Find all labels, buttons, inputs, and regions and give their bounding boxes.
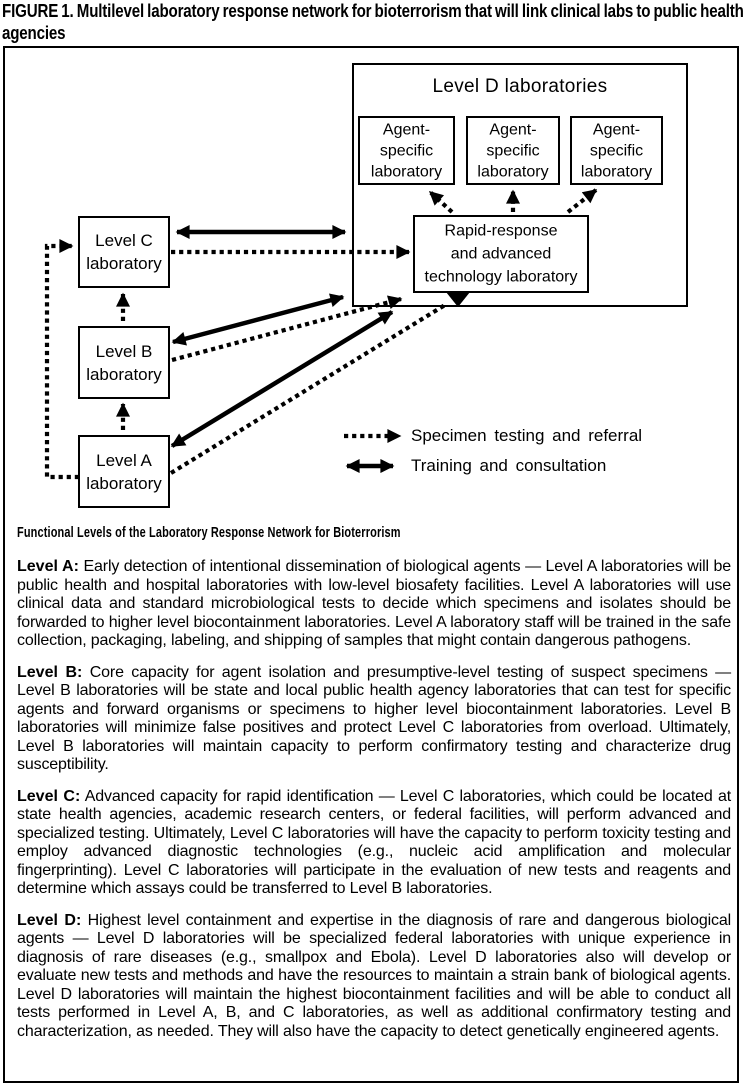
level-c-text: Advanced capacity for rapid identification — Level C laboratories, which could be located at state health agencies, academic research centers, or federal facilities, will perform advanced and specialized testing. Ultimately, Level C laboratories will have the capacity to perform toxicity testing and employ advanced diagnostic technologies (e.g., nucleic acid amplification and molecular fingerprinting). Level C laboratories will participate in the evaluation of new tests and reagents and determine which assays could be transferred to Level B laboratories. (17, 787, 731, 897)
box-label-line: specific (589, 142, 644, 159)
level-d-label: Level D: (17, 911, 82, 929)
level-a-laboratory-box (78, 435, 170, 508)
box-label-line: laboratory (86, 364, 162, 384)
legend-label-specimen: Specimen testing and referral (411, 426, 643, 445)
agent-specific-laboratory-box-2 (466, 116, 560, 185)
box-label-line: Agent- (489, 121, 537, 138)
legend-label-training: Training and consultation (411, 456, 607, 475)
level-b-laboratory-box (78, 326, 170, 399)
box-label-line: laboratory (477, 163, 549, 180)
level-b-paragraph (17, 664, 731, 775)
figure-title: FIGURE 1. Multilevel laboratory response network for bioterrorism that will link clinical labs to public health agencies (2, 1, 744, 43)
level-b-text: Core capacity for agent isolation and presumptive-level testing of suspect specimens — Level B laboratories will be state and local public health agency laboratories that can test for specific agents and forward organisms or specimens to higher level biocontainment laboratories. Level B laboratories will minimize false positives and protect Level C laboratories from overload. Ultimately, Level B laboratories will maintain capacity to perform confirmatory testing and characterize drug susceptibility. (17, 663, 731, 773)
box-label-line: Level A (96, 450, 152, 470)
functional-levels-section (17, 524, 731, 1054)
box-label-line: Level B (95, 341, 153, 361)
box-label-line: specific (379, 142, 434, 159)
level-a-text: Early detection of intentional dissemination of biological agents — Level A laboratories will be public health and hospital laboratories with low-level biosafety facilities. Level A laboratories will use clinical data and standard microbiological tests to decide which specimens and isolates should be forwarded to higher level biocontainment laboratories. Level A laboratory staff will be trained in the safe collection, packaging, labeling, and shipping of samples that might contain dangerous pathogens. (17, 558, 731, 649)
level-d-title: Level D laboratories (432, 76, 608, 97)
level-b-label: Level B: (17, 663, 83, 681)
section-heading: Functional Levels of the Laboratory Response Network for Bioterrorism (17, 524, 401, 541)
box-label-line: laboratory (86, 473, 162, 493)
box-label-line: laboratory (86, 254, 162, 273)
box-label-line: Level C (95, 231, 153, 250)
box-label-line: laboratory (580, 163, 653, 180)
box-label-line: and advanced (450, 245, 552, 263)
box-label-line: Agent- (592, 121, 641, 138)
agent-specific-laboratory-box-3 (570, 116, 663, 185)
level-d-text: Highest level containment and expertise in the diagnosis of rare and dangerous biological agents — Level D laboratories will be specialized federal laboratories with unique experience in diagnosis of rare diseases (e.g., smallpox and Ebola). Level D laboratories also will develop or evaluate new tests and methods and have the resources to maintain a strain bank of biological agents. Level D laboratories will maintain the highest biocontainment facilities and will be able to conduct all tests performed in Level A, B, and C laboratories, as well as additional confirmatory testing and characterization, as needed. They will also have the capacity to detect genetically engineered agents. (17, 911, 731, 1040)
box-label-line: specific (486, 142, 540, 159)
box-label-line: Rapid-response (444, 222, 558, 240)
level-d-paragraph (17, 912, 731, 1042)
level-a-paragraph (17, 558, 731, 651)
box-label-line: laboratory (370, 163, 443, 180)
box-label-line: technology laboratory (424, 268, 578, 286)
level-c-paragraph (17, 788, 731, 899)
level-a-label: Level A: (17, 558, 79, 575)
box-label-line: Agent- (382, 121, 431, 138)
level-c-laboratory-box (78, 216, 170, 288)
level-c-label: Level C: (17, 787, 81, 805)
agent-specific-laboratory-box-1 (358, 116, 455, 185)
rapid-response-laboratory-box (413, 215, 589, 293)
